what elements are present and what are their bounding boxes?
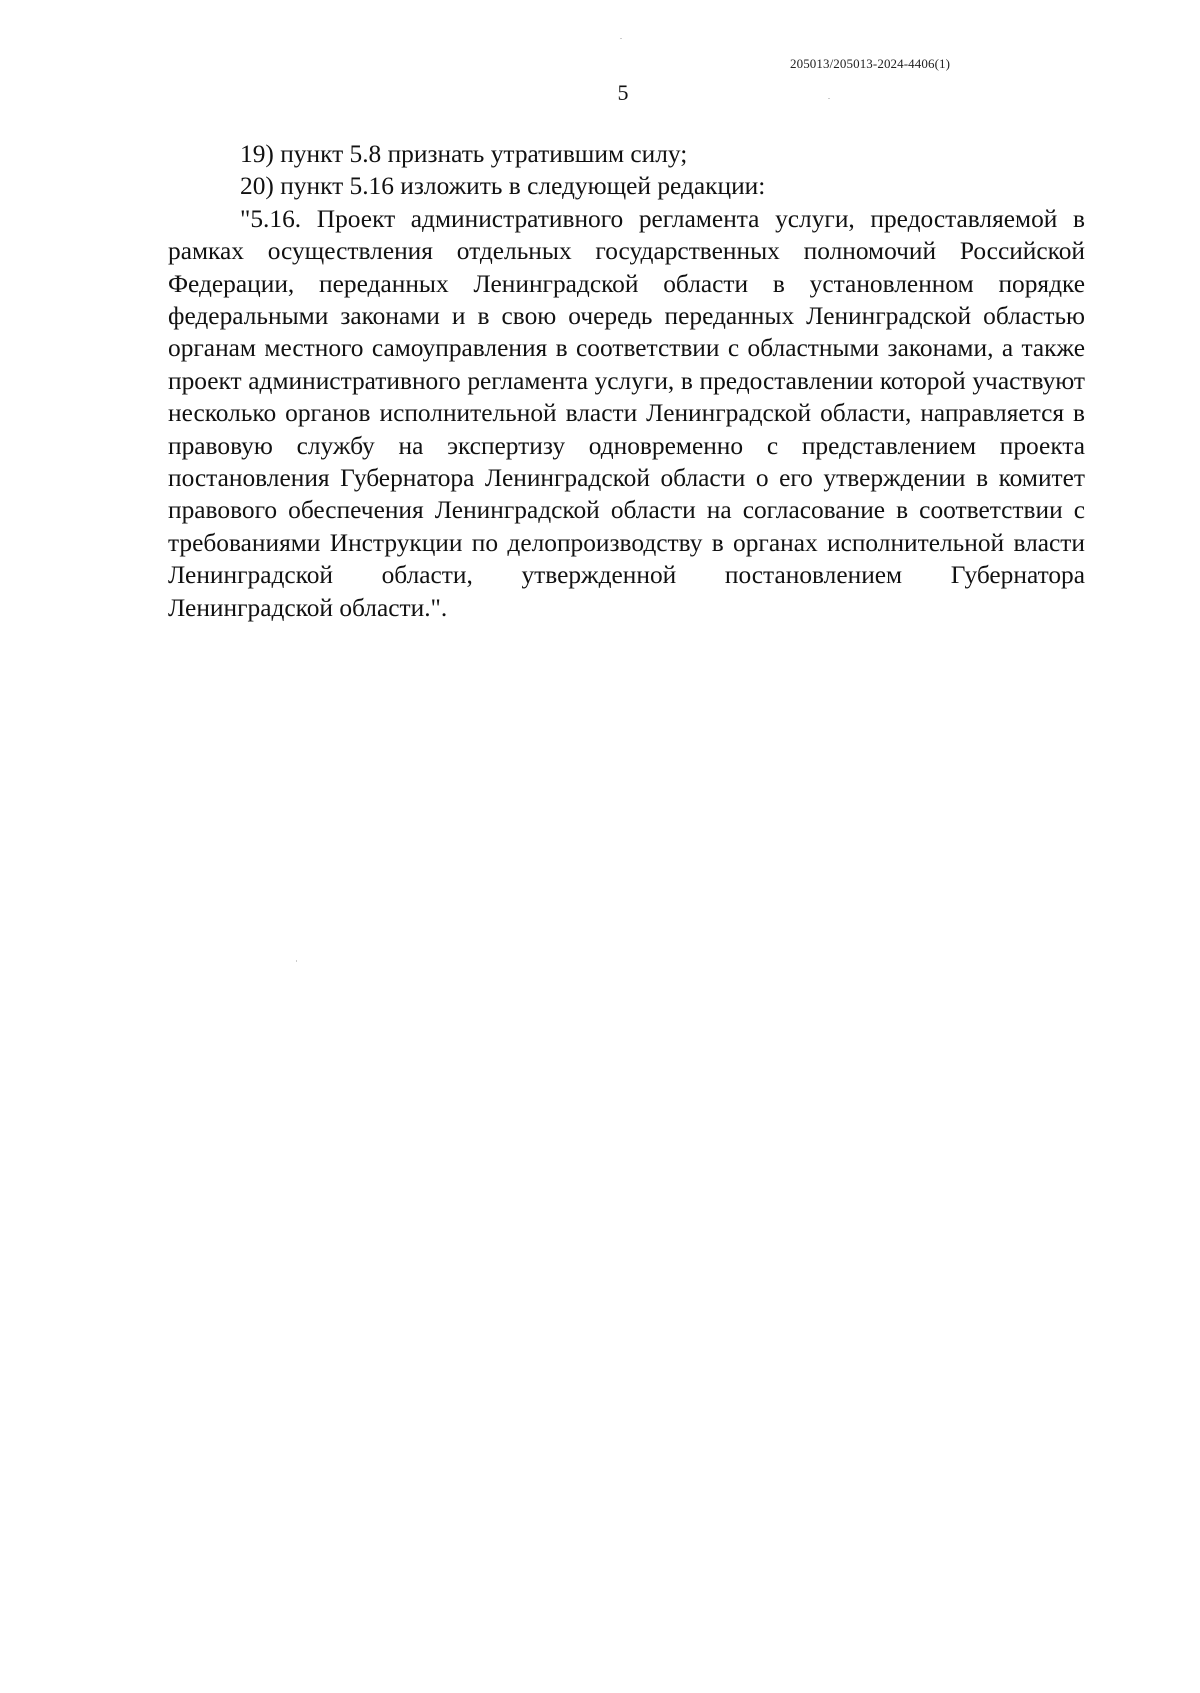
- scan-speck: [620, 38, 622, 39]
- scan-speck: [828, 98, 830, 99]
- scan-speck: [296, 960, 297, 962]
- page-number: 5: [617, 80, 629, 105]
- paragraph-item-20: 20) пункт 5.16 изложить в следующей редакции:: [240, 172, 766, 201]
- document-body: [168, 138, 1085, 624]
- document-registration-number: 205013/205013-2024-4406(1): [790, 56, 951, 71]
- paragraph-item-19: 19) пункт 5.8 признать утратившим силу;: [240, 140, 688, 168]
- paragraph-quoted-5-16: "5.16. Проект административного регламента услуги, предоставляемой в рамках осуществления отдельных государственных полномочий Российской Федерации, переданных Ленинградской области в установленном порядке федеральными законами и в свою очередь переданных Ленинградской областью органам местного самоуправления в соответствии с областными законами, а также проект административного регламента услуги, в предоставлении которой участвуют несколько органов исполнительной власти Ленинградской области, направляется в правовую службу на экспертизу одновременно с представлением проекта постановления Губернатора Ленинградской области о его утверждении в комитет правового обеспечения Ленинградской области на согласование в соответствии с требованиями Инструкции по делопроизводству в органах исполнительной власти Ленинградской области, утвержденной постановлением Губернатора Ленинградской области.".: [168, 204, 1085, 622]
